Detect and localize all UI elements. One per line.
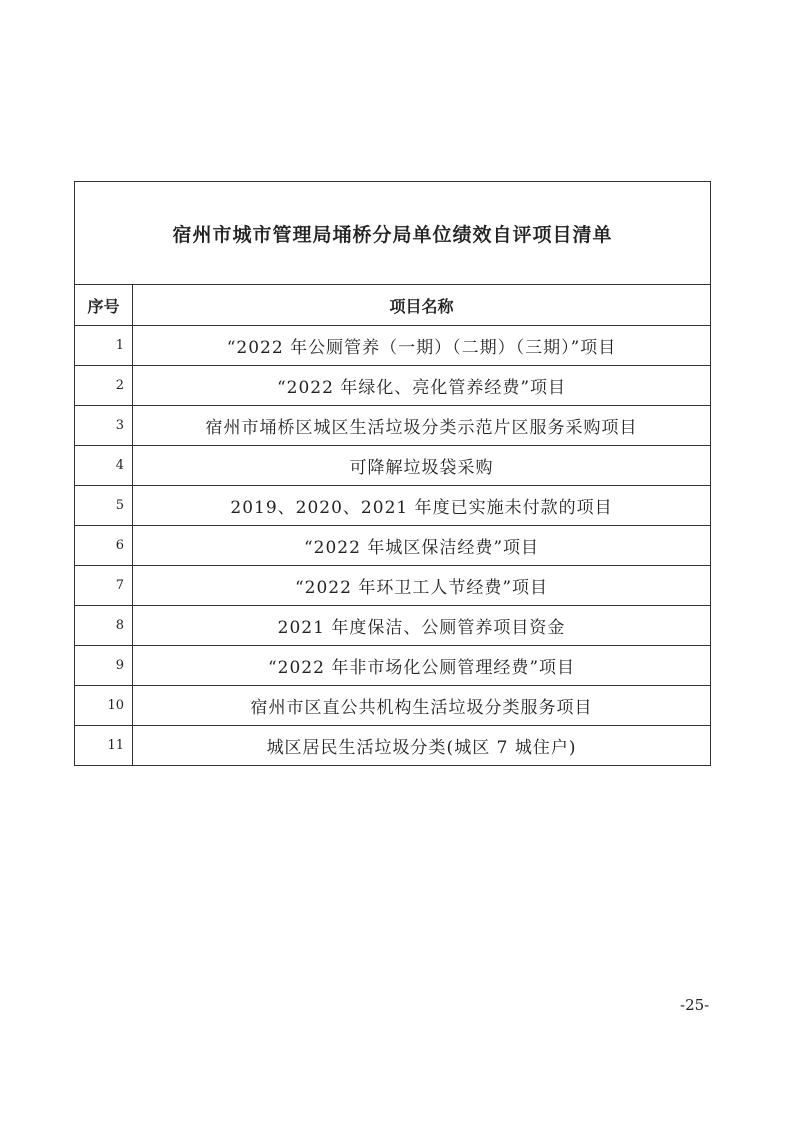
row-index: 1 (75, 326, 133, 366)
row-index: 7 (75, 566, 133, 606)
document-title: 宿州市城市管理局埇桥分局单位绩效自评项目清单 (75, 182, 711, 285)
table-row (75, 446, 711, 486)
row-index: 2 (75, 366, 133, 406)
table-row (75, 606, 711, 646)
row-index: 3 (75, 406, 133, 446)
row-index: 5 (75, 486, 133, 526)
row-project-name: “2022 年公厕管养（一期）（二期）（三期）”项目 (133, 326, 711, 366)
table-row (75, 726, 711, 766)
table-row (75, 526, 711, 566)
row-index: 10 (75, 686, 133, 726)
row-project-name: “2022 年非市场化公厕管理经费”项目 (133, 646, 711, 686)
title-row (75, 182, 711, 285)
table-row (75, 566, 711, 606)
row-index: 6 (75, 526, 133, 566)
row-project-name: “2022 年环卫工人节经费”项目 (133, 566, 711, 606)
row-project-name: “2022 年城区保洁经费”项目 (133, 526, 711, 566)
row-index: 8 (75, 606, 133, 646)
table-row (75, 366, 711, 406)
row-project-name: “2022 年绿化、亮化管养经费”项目 (133, 366, 711, 406)
page-number: -25- (680, 996, 710, 1014)
row-project-name: 2021 年度保洁、公厕管养项目资金 (133, 606, 711, 646)
column-header-name: 项目名称 (133, 285, 711, 326)
table-row (75, 486, 711, 526)
table-row (75, 326, 711, 366)
row-project-name: 2019、2020、2021 年度已实施未付款的项目 (133, 486, 711, 526)
row-project-name: 宿州市埇桥区城区生活垃圾分类示范片区服务采购项目 (133, 406, 711, 446)
table-row (75, 686, 711, 726)
row-index: 11 (75, 726, 133, 766)
table-row (75, 406, 711, 446)
row-index: 4 (75, 446, 133, 486)
project-list-table (74, 181, 711, 766)
row-project-name: 城区居民生活垃圾分类(城区 7 城住户) (133, 726, 711, 766)
row-project-name: 可降解垃圾袋采购 (133, 446, 711, 486)
row-project-name: 宿州市区直公共机构生活垃圾分类服务项目 (133, 686, 711, 726)
header-row (75, 285, 711, 326)
row-index: 9 (75, 646, 133, 686)
column-header-index: 序号 (75, 285, 133, 326)
table-row (75, 646, 711, 686)
